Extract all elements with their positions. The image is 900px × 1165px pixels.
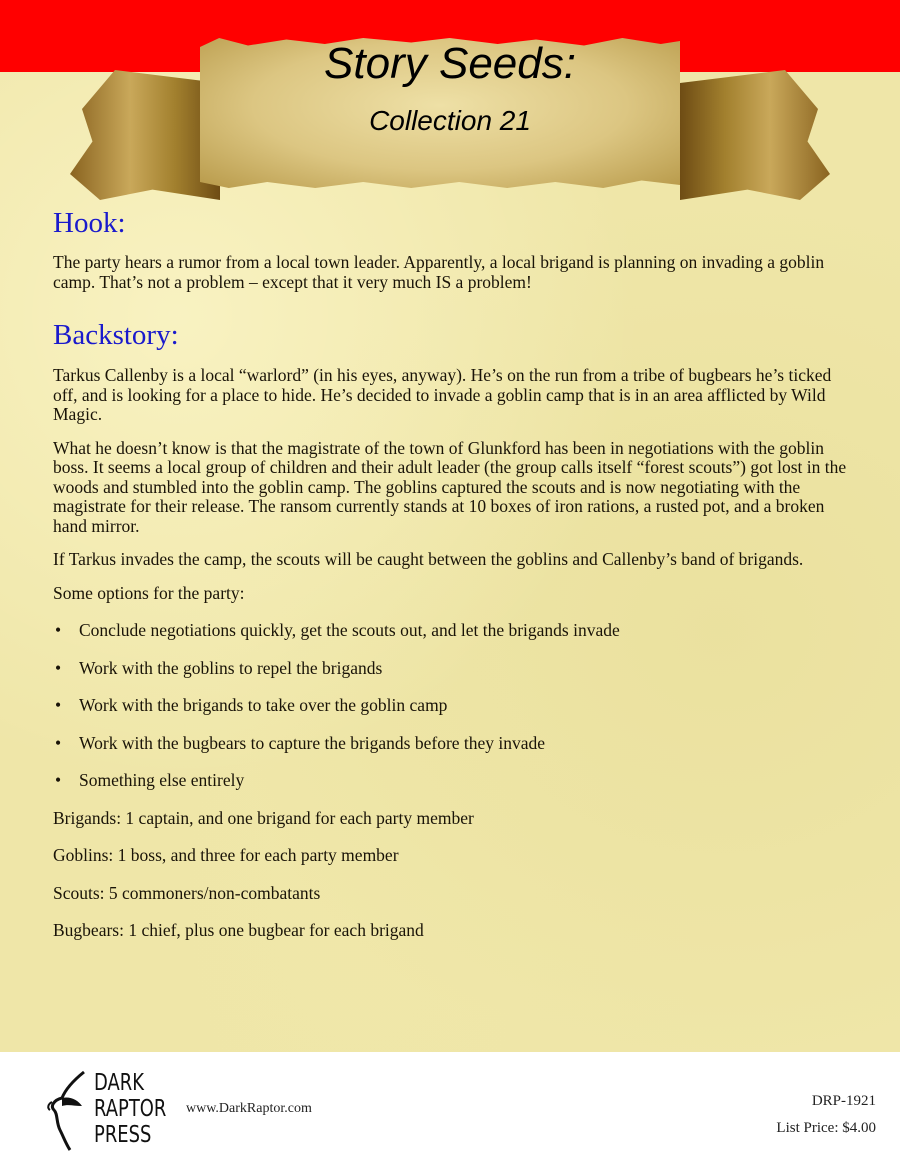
stat-line-bugbears: Bugbears: 1 chief, plus one bugbear for each brigand [53,920,424,940]
options-intro: Some options for the party: [53,582,245,603]
list-item [53,659,853,679]
list-item [53,621,853,641]
options-list [53,621,853,791]
hook-heading: Hook: [53,207,126,239]
scroll-curl-right [680,70,830,200]
option-text: Work with the goblins to repel the brigands [79,657,383,678]
backstory-paragraph: If Tarkus invades the camp, the scouts will be caught between the goblins and Callenby’s band of brigands. [53,549,804,569]
raptor-figure-icon [44,1070,94,1152]
bullet-icon: • [55,770,62,790]
logo-line: RAPTOR [94,1096,167,1122]
list-item [53,734,853,754]
option-text: Work with the brigands to take over the goblin camp [79,695,448,715]
product-code: DRP-1921 [811,1093,876,1109]
backstory-heading: Backstory: [53,319,179,351]
bullet-icon: • [55,695,62,715]
hook-text: The party hears a rumor from a local town leader. Apparently, a local brigand is planning on invading a goblin camp. That’s not a problem – except that it very much IS a problem! [53,252,825,292]
logo-line: DARK [94,1070,145,1096]
page-subtitle: Collection 21 [369,105,531,136]
stat-line-scouts: Scouts: 5 commoners/non-combatants [53,882,321,903]
list-price: List Price: $4.00 [776,1120,876,1136]
option-text: Conclude negotiations quickly, get the scouts out, and let the brigands invade [79,620,620,640]
scroll-curl-left [70,70,220,200]
bullet-icon: • [55,657,62,678]
dark-raptor-logo [44,1070,174,1152]
option-text: Work with the bugbears to capture the brigands before they invade [79,732,546,753]
backstory-paragraph: What he doesn’t know is that the magistrate of the town of Glunkford has been in negotiations with the goblin boss. It seems a local group of children and their adult leader (the group calls itself “forest scouts”) got lost in the woods and stumbled into the goblin camp. The goblins captured the scouts and is now negotiating with the magistrate for their release. The ransom currently stands at 10 boxes of iron rations, a rusted pot, and a broken hand mirror. [53,437,847,536]
option-text: Something else entirely [79,770,245,790]
backstory-paragraph: Tarkus Callenby is a local “warlord” (in his eyes, anyway). He’s on the run from a tribe of bugbears he’s ticked off, and is looking for a place to hide. He’s decided to invade a goblin camp that is in an area afflicted by Wild Magic. [53,365,832,424]
stat-line-goblins: Goblins: 1 boss, and three for each party member [53,845,399,865]
website-link[interactable]: www.DarkRaptor.com [186,1101,312,1116]
bullet-icon: • [55,732,62,753]
list-item [53,771,853,791]
document-body [53,205,853,941]
logo-line: PRESS [94,1122,152,1148]
page-title: Story Seeds: [324,39,576,88]
logo-wordmark [94,1070,166,1148]
stat-line-brigands: Brigands: 1 captain, and one brigand for each party member [53,807,474,828]
list-item [53,696,853,716]
bullet-icon: • [55,620,62,640]
